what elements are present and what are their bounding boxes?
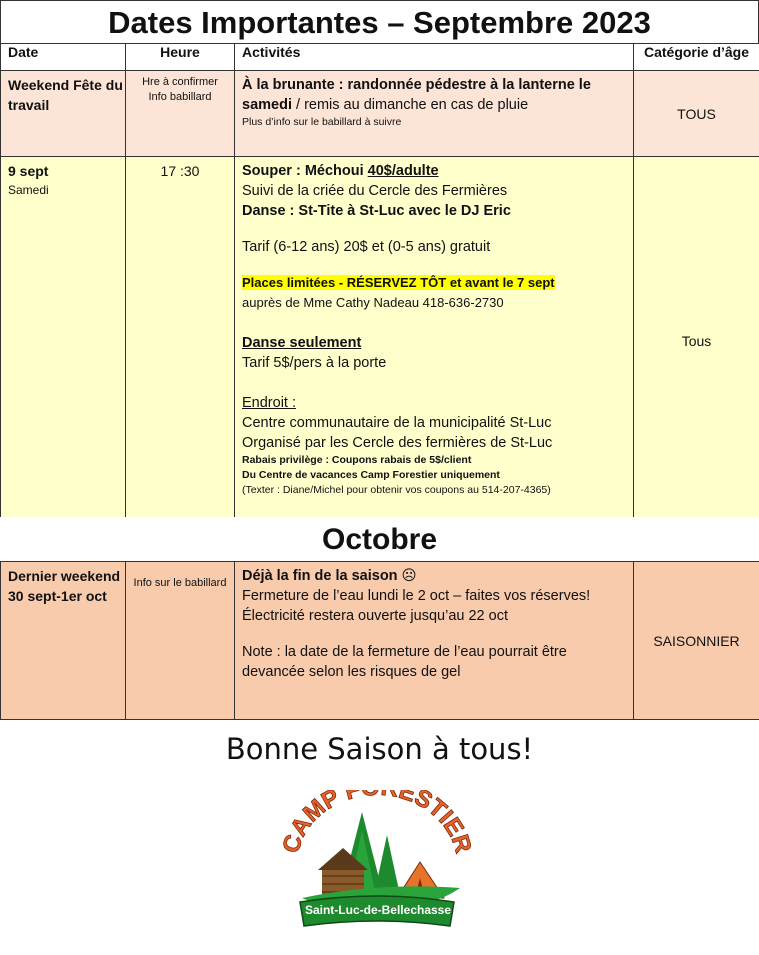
endroit-text: Centre communautaire de la municipalité St-Luc bbox=[242, 415, 552, 431]
row-time: Info sur le babillard bbox=[126, 562, 235, 720]
closing-message: Bonne Saison à tous! bbox=[225, 732, 534, 766]
rabais-text: Rabais privilège : Coupons rabais de 5$/client bbox=[242, 454, 472, 466]
schedule-table bbox=[0, 43, 759, 526]
note-text: Note : la date de la fermeture de l’eau pourrait être devancée selon les risques de gel bbox=[242, 644, 567, 680]
endroit-label: Endroit : bbox=[242, 395, 296, 411]
time-text: Info babillard bbox=[148, 91, 212, 103]
date-text: 30 sept-1er oct bbox=[8, 588, 107, 604]
svg-text:CAMP FORESTIER: AMP F ESTIE bbox=[285, 790, 469, 842]
table-row bbox=[1, 71, 759, 157]
row-date bbox=[1, 562, 126, 720]
activity-bold: À la brunante : randonnée pédestre à la lanterne le samedi bbox=[242, 77, 591, 113]
header-date: Date bbox=[1, 44, 126, 71]
rabais-text: Du Centre de vacances Camp Forestier uniquement bbox=[242, 469, 500, 481]
date-text: 9 sept bbox=[8, 163, 49, 179]
date-sub: Samedi bbox=[8, 183, 49, 197]
row-date bbox=[1, 157, 126, 526]
row-age: TOUS bbox=[634, 71, 759, 157]
row-time: 17 :30 bbox=[126, 157, 235, 526]
row-activity bbox=[235, 157, 634, 526]
table-header-row bbox=[1, 44, 759, 71]
row-activity bbox=[235, 562, 634, 720]
contact-text: auprès de Mme Cathy Nadeau 418-636-2730 bbox=[242, 295, 504, 310]
tarif-text: Tarif (6-12 ans) 20$ et (0-5 ans) gratuit bbox=[242, 239, 491, 255]
row-age: Tous bbox=[634, 157, 759, 526]
schedule-table-october bbox=[0, 561, 759, 720]
organise-text: Organisé par les Cercle des fermières de St-Luc bbox=[242, 435, 553, 451]
row-age: SAISONNIER bbox=[634, 562, 759, 720]
date-text: Dernier weekend bbox=[8, 568, 121, 584]
camp-forestier-logo bbox=[282, 790, 472, 940]
table-row bbox=[1, 562, 759, 720]
row-time bbox=[126, 71, 235, 157]
header-heure: Heure bbox=[126, 44, 235, 71]
page-title: Dates Importantes – Septembre 2023 bbox=[0, 0, 759, 44]
fin-saison: Déjà la fin de la saison ☹ bbox=[242, 568, 417, 584]
fermeture-text: Fermeture de l’eau lundi le 2 oct – faites vos réserves! bbox=[242, 588, 591, 604]
texter-note: (Texter : Diane/Michel pour obtenir vos coupons au 514-207-4365) bbox=[242, 484, 551, 496]
logo-banner-text: Saint-Luc-de-Bellechasse bbox=[304, 903, 452, 917]
electricite-text: Électricité restera ouverte jusqu’au 22 oct bbox=[242, 608, 508, 624]
time-text: Hre à confirmer bbox=[142, 76, 218, 88]
header-activites: Activités bbox=[235, 44, 634, 71]
souper-label: Souper : Méchoui bbox=[242, 163, 368, 179]
activity-text: Suivi de la criée du Cercle des Fermières bbox=[242, 183, 508, 199]
tarif-porte: Tarif 5$/pers à la porte bbox=[242, 355, 387, 371]
row-activity bbox=[235, 71, 634, 157]
places-highlight: Places limitées - RÉSERVEZ TÔT et avant le 7 sept bbox=[242, 275, 555, 290]
activity-note: Plus d’info sur le babillard à suivre bbox=[242, 116, 402, 128]
danse-title: Danse : St-Tite à St-Luc avec le DJ Eric bbox=[242, 203, 511, 219]
souper-price: 40$/adulte bbox=[367, 163, 439, 179]
header-categorie: Catégorie d’âge bbox=[634, 44, 759, 71]
october-heading: Octobre bbox=[0, 517, 759, 561]
row-date bbox=[1, 71, 126, 157]
danse-seulement: Danse seulement bbox=[242, 335, 362, 351]
activity-text: / remis au dimanche en cas de pluie bbox=[291, 97, 529, 113]
logo-graphic bbox=[282, 790, 472, 940]
date-text: Weekend Fête du travail bbox=[8, 77, 123, 113]
table-row bbox=[1, 157, 759, 526]
